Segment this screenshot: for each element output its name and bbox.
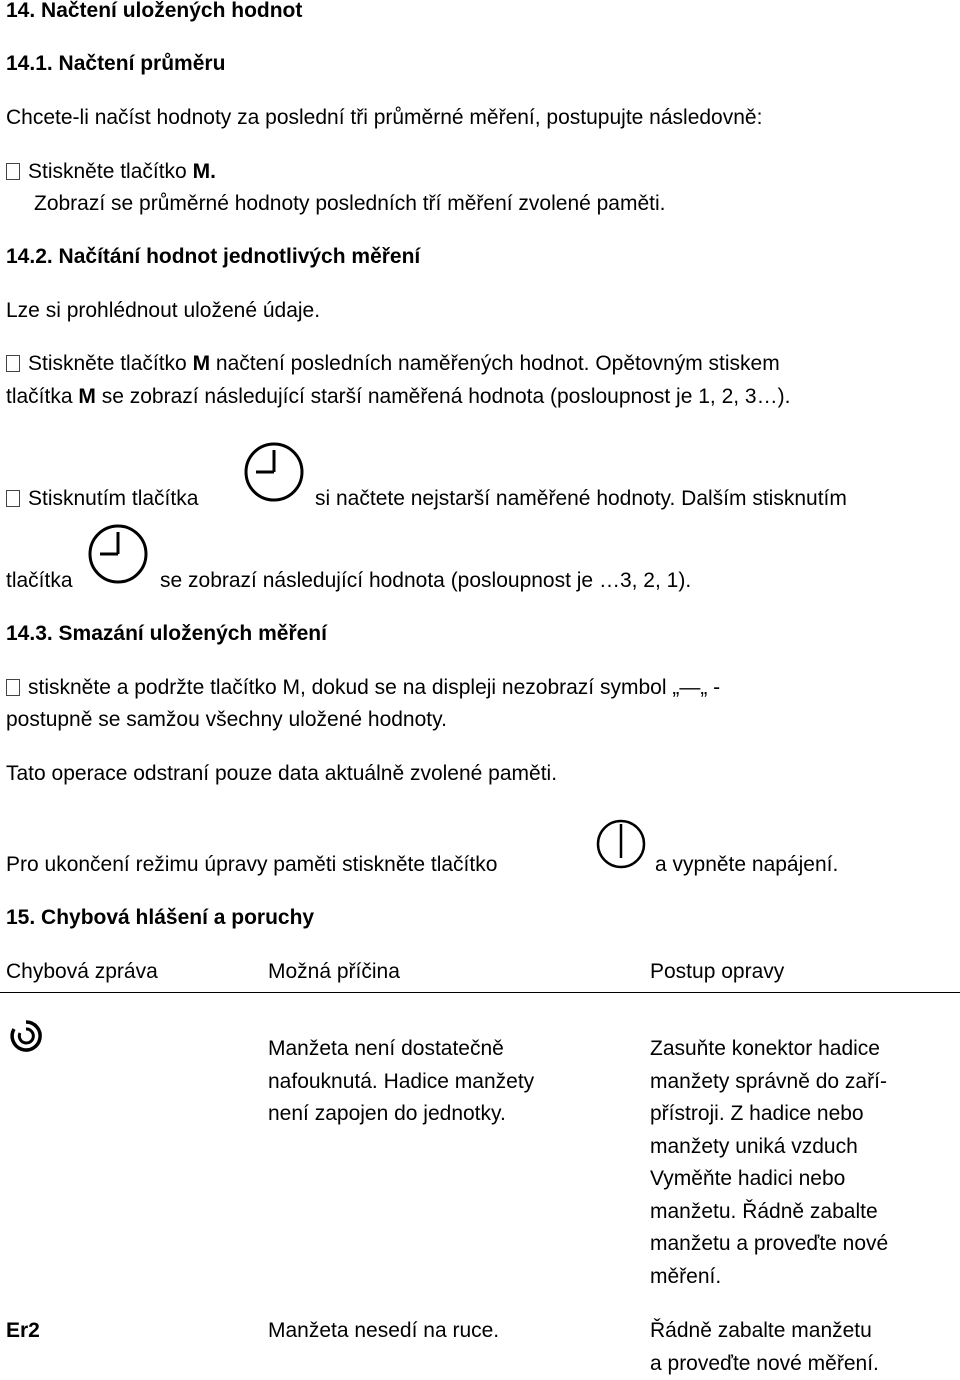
- table-header-error: Chybová zpráva: [6, 960, 158, 983]
- paragraph-text: Pro ukončení režimu úpravy paměti stiskněte tlačítko: [6, 853, 498, 876]
- table-cell-fix: Zasuňte konektor hadice manžety správně do zaří- přístroji. Z hadice nebo manžety uniká vzduch Vyměňte hadici nebo manžetu. Řádně zabalte manžetu a proveďte nové měření.: [650, 1037, 889, 1288]
- paragraph-text: se zobrazí následující hodnota (posloupnost je …3, 2, 1).: [160, 569, 692, 592]
- paragraph-line: postupně se samžou všechny uložené hodnoty.: [6, 708, 447, 731]
- paragraph: Chcete-li načíst hodnoty za poslední tři průměrné měření, postupujte následovně:: [6, 106, 763, 129]
- section-title: 15. Chybová hlášení a poruchy: [6, 906, 315, 929]
- power-icon: [595, 818, 647, 870]
- paragraph-text: si načtete nejstarší naměřené hodnoty. Dalším stisknutím: [315, 487, 847, 510]
- table-cell-cause: Manžeta není dostatečně nafouknutá. Hadice manžety není zapojen do jednotky.: [268, 1037, 535, 1125]
- bullet-item: stiskněte a podržte tlačítko M, dokud se na displeji nezobrazí symbol „—„ -: [6, 675, 720, 701]
- table-header-fix: Postup opravy: [650, 960, 785, 983]
- paragraph: Tato operace odstraní pouze data aktuálně zvolené paměti.: [6, 762, 558, 785]
- clock-icon: [242, 440, 306, 504]
- paragraph-text: a vypněte napájení.: [655, 853, 839, 876]
- bullet-item: Stiskněte tlačítko M načtení posledních naměřených hodnot. Opětovným stiskem: [6, 351, 780, 377]
- bullet-box-icon: [6, 679, 20, 696]
- clock-icon: [86, 522, 150, 586]
- table-cell-fix: Řádně zabalte manžetu a proveďte nové měření.: [650, 1319, 879, 1375]
- subsection-title: 14.1. Načtení průměru: [6, 52, 226, 75]
- cuff-error-icon: [6, 1016, 46, 1056]
- subsection-title: 14.2. Načítání hodnot jednotlivých měření: [6, 245, 421, 268]
- bullet-box-icon: [6, 163, 20, 180]
- table-divider: [0, 992, 960, 993]
- bullet-item: Stiskněte tlačítko M.: [6, 159, 216, 185]
- paragraph-line: tlačítka M se zobrazí následující starší naměřená hodnota (posloupnost je 1, 2, 3…).: [6, 385, 791, 408]
- subsection-title: 14.3. Smazání uložených měření: [6, 622, 327, 645]
- paragraph: Lze si prohlédnout uložené údaje.: [6, 299, 321, 322]
- paragraph-text: tlačítka: [6, 569, 73, 592]
- section-title: 14. Načtení uložených hodnot: [6, 0, 303, 22]
- table-cell-cause: Manžeta nesedí na ruce.: [268, 1319, 500, 1342]
- bullet-box-icon: [6, 355, 20, 372]
- table-header-cause: Možná příčina: [268, 960, 400, 983]
- bullet-box-icon: [6, 490, 20, 507]
- bullet-continuation: Zobrazí se průměrné hodnoty posledních tří měření zvolené paměti.: [34, 192, 666, 215]
- table-cell-code: Er2: [6, 1319, 40, 1342]
- bullet-item: Stisknutím tlačítka: [6, 486, 198, 512]
